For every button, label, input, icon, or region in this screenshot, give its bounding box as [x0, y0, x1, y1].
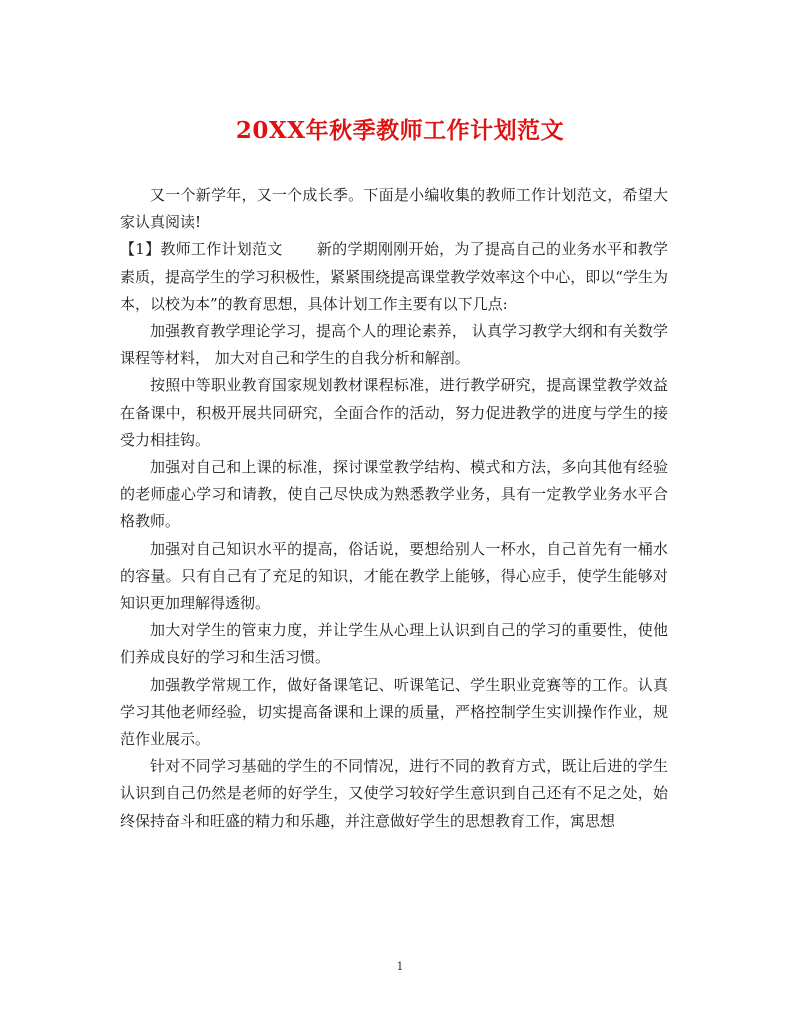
- intro-paragraph: 又一个新学年，又一个成长季。下面是小编收集的教师工作计划范文，希望大家认真阅读!: [120, 186, 668, 232]
- body-paragraph: 加强对自己和上课的标准，探讨课堂教学结构、模式和方法，多向其他有经验的老师虚心学习和请教，使自己尽快成为熟悉教学业务，具有一定教学业务水平合格教师。: [120, 458, 668, 531]
- section-paragraph: [120, 236, 668, 318]
- document-body: [120, 182, 668, 835]
- body-paragraph: 加大对学生的管束力度，并让学生从心理上认识到自己的学习的重要性，使他们养成良好的学习和生活习惯。: [120, 621, 668, 667]
- section-heading: 【1】教师工作计划范文: [120, 240, 283, 259]
- body-paragraph: 加强对自己知识水平的提高，俗话说，要想给别人一杯水，自己首先有一桶水的容量。只有自己有了充足的知识，才能在教学上能够，得心应手，使学生能够对知识更加理解得透彻。: [120, 539, 668, 613]
- body-paragraph: 按照中等职业教育国家规划教材课程标准，进行教学研究，提高课堂教学效益在备课中，积极开展共同研究，全面合作的活动，努力促进教学的进度与学生的接受力相挂钩。: [120, 376, 668, 449]
- body-paragraph: 加强教学常规工作，做好备课笔记、听课笔记、学生职业竞赛等的工作。认真学习其他老师经验，切实提高备课和上课的质量，严格控制学生实训操作作业，规范作业展示。: [120, 675, 668, 749]
- page-number: 1: [396, 960, 404, 973]
- body-paragraph: 针对不同学习基础的学生的不同情况，进行不同的教育方式，既让后进的学生认识到自己仍然是老师的好学生，又使学习较好学生意识到自己还有不足之处，始终保持奋斗和旺盛的精力和乐趣，并注意做好学生的思想教育工作，寓思想: [120, 757, 668, 830]
- section-lead: 新的学期刚刚开始，为了提高自己的业务水平和教学素质，提高学生的学习积极性，紧紧围绕提高课堂教学效率这个中心，即以“学生为本，以校为本”的教育思想，具体计划工作主要有以下几点:: [120, 240, 668, 313]
- document-title: 20XX年秋季教师工作计划范文: [235, 117, 565, 144]
- body-paragraph: 加强教育教学理论学习，提高个人的理论素养， 认真学习教学大纲和有关数学课程等材料， 加大对自己和学生的自我分析和解剖。: [120, 322, 668, 368]
